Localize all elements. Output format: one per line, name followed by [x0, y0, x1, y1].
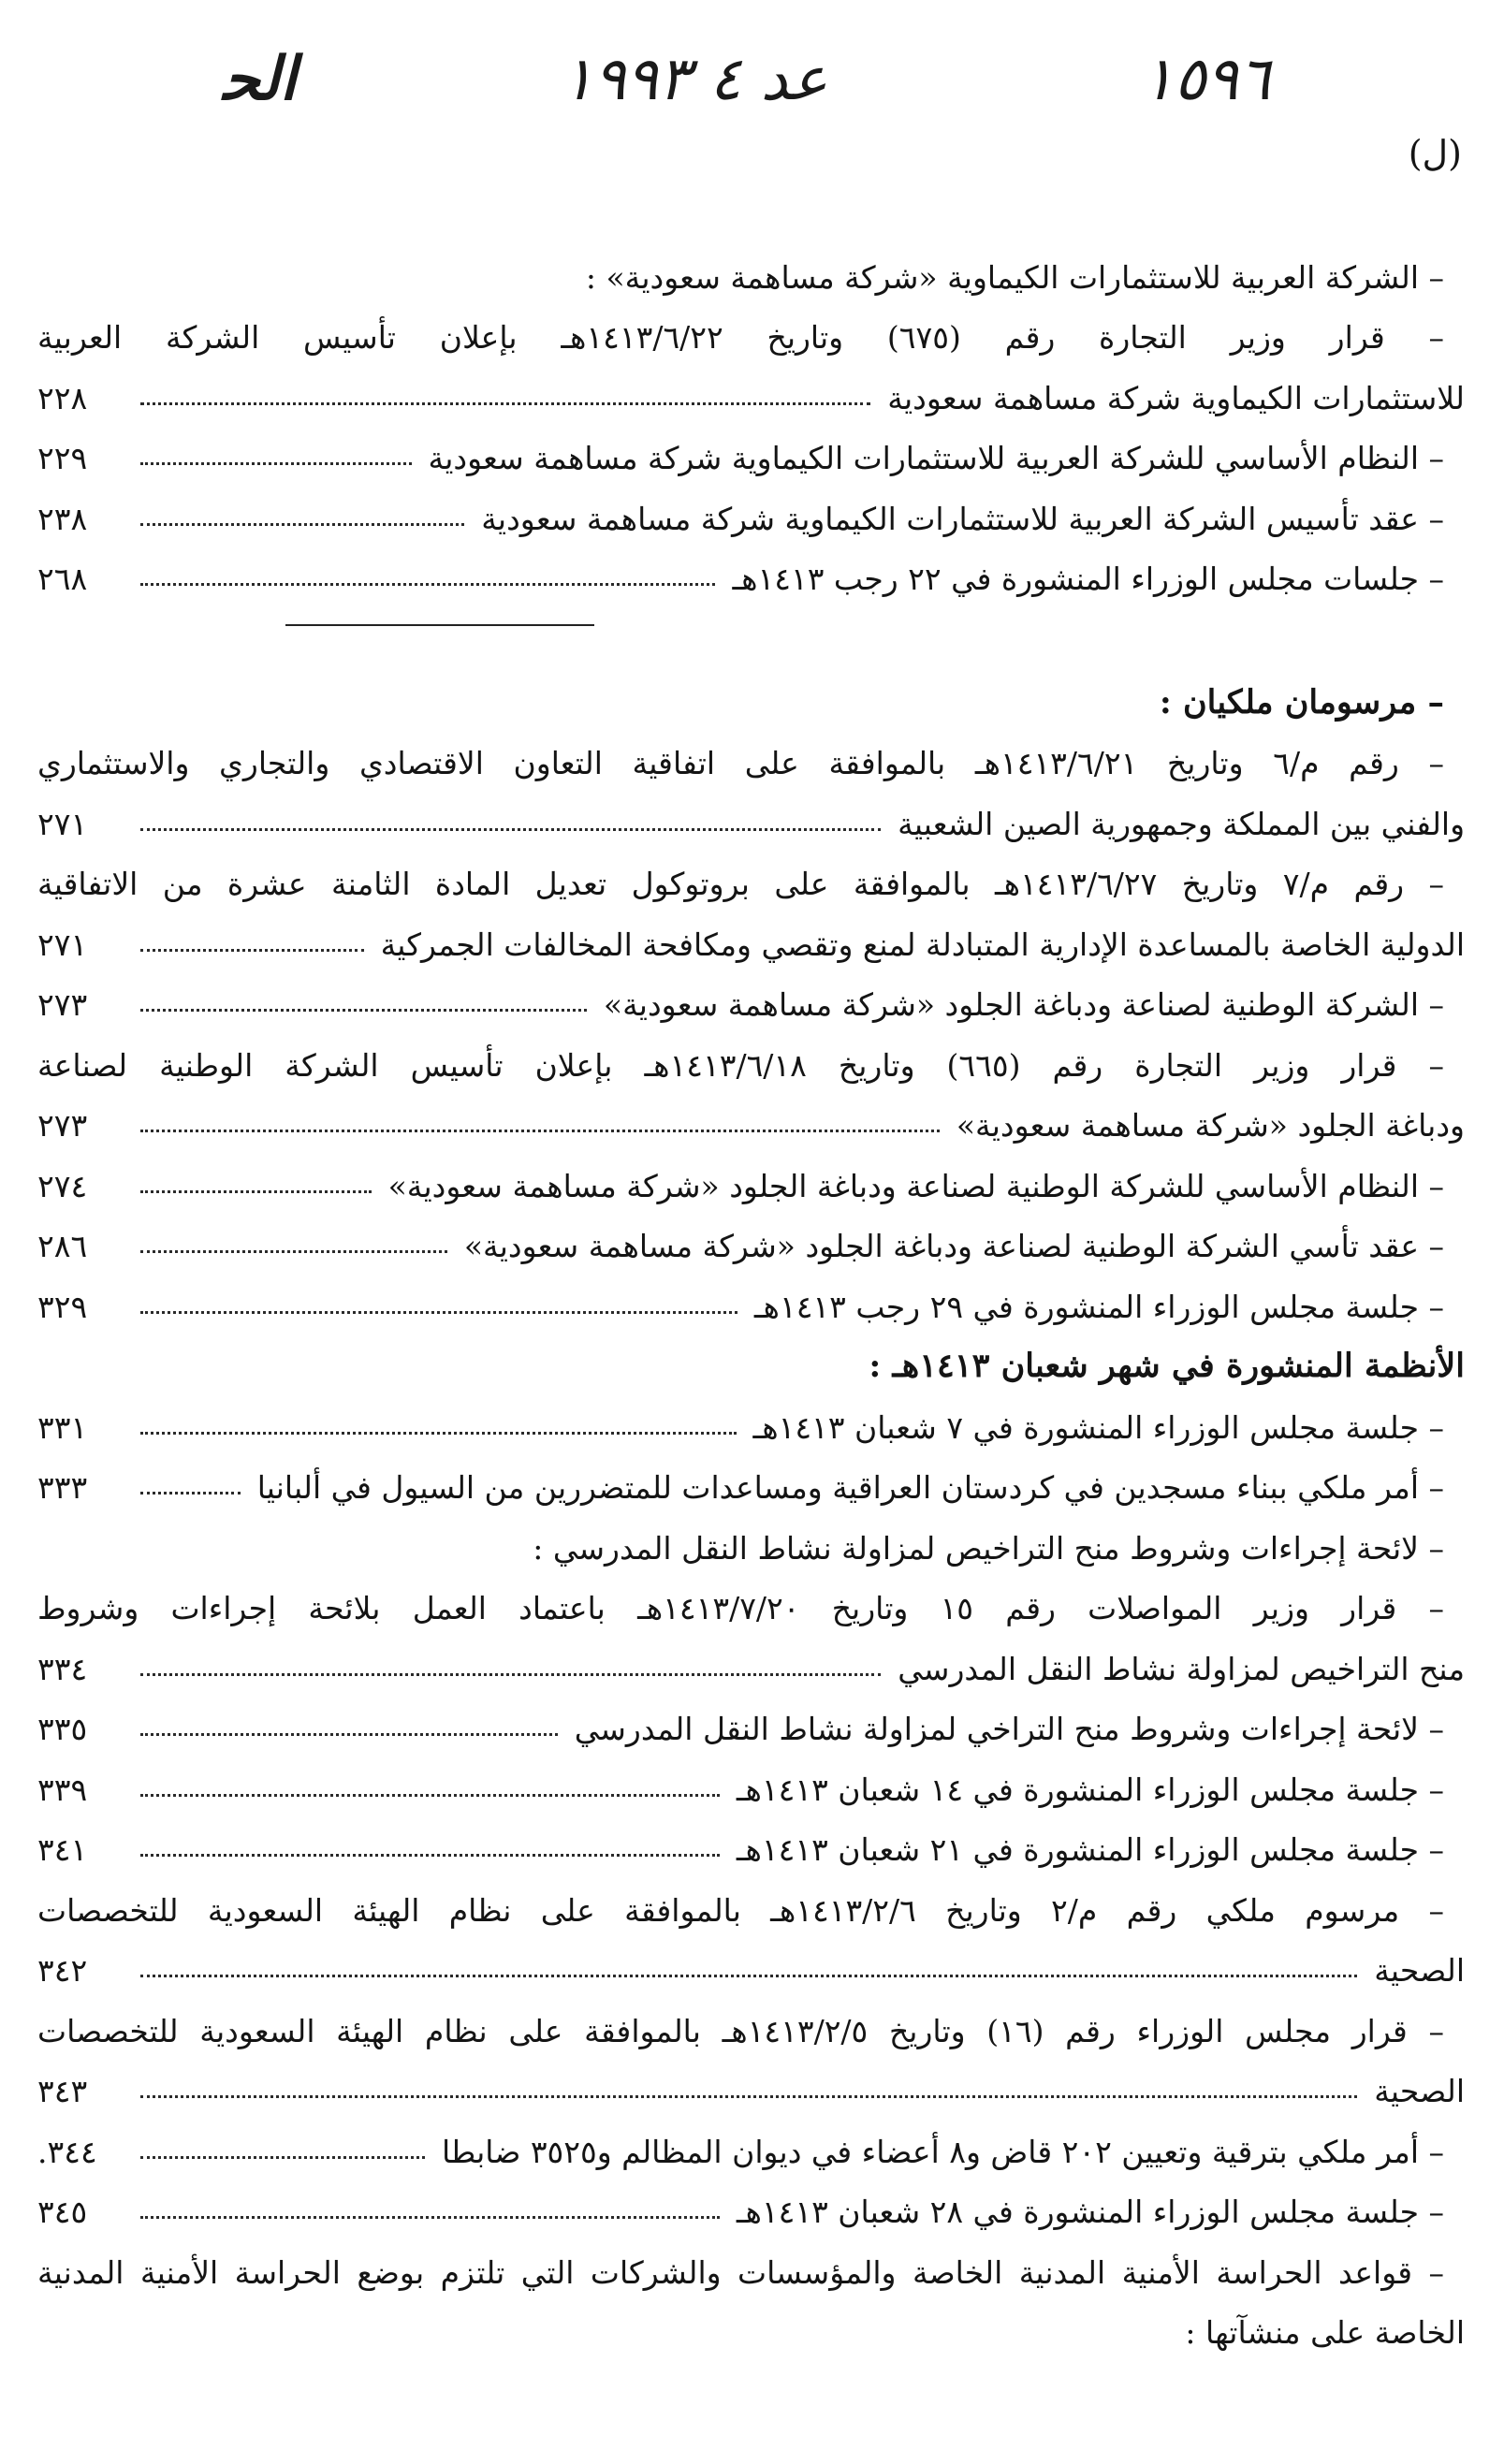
toc-entry: [37, 1081, 1465, 1142]
toc-entry-text: الصحية: [1374, 1952, 1465, 1989]
table-of-contents: [37, 232, 1465, 2351]
dot-leader: [140, 2094, 1357, 2098]
toc-entry: [37, 1020, 1465, 1084]
toc-entry: [37, 1141, 1465, 1202]
toc-entry-text: الدولية الخاصة بالمساعدة الإدارية المتبادلة لمنع وتقصي ومكافحة المخالفات الجمركية: [380, 926, 1465, 963]
toc-entry-text: – قواعد الحراسة الأمنية المدنية الخاصة والمؤسسات والشركات التي تلتزم بوضع الحراسة الأمنية المدنية: [37, 2253, 1444, 2291]
toc-entry-text: – جلسات مجلس الوزراء المنشورة في ٢٢ رجب ١٤١٣هـ: [732, 561, 1444, 597]
toc-entry-text: والفني بين المملكة وجمهورية الصين الشعبية: [898, 805, 1465, 842]
toc-entry: [37, 960, 1465, 1021]
page-number: ٣٣٤: [37, 1650, 88, 1687]
dot-leader: [140, 522, 464, 526]
toc-entry-text: – جلسة مجلس الوزراء المنشورة في ٢٩ رجب ١٤١٣هـ: [753, 1288, 1444, 1325]
dot-leader: [140, 1431, 737, 1435]
dot-leader: [140, 461, 412, 465]
toc-entry: [37, 2107, 1465, 2170]
toc-entry-text: – قرار مجلس الوزراء رقم (١٦) وتاريخ ١٤١٣/٢/٥هـ بالموافقة على نظام الهيئة السعودية للتخصصات: [37, 2012, 1444, 2049]
page-number: ٣٣٣: [37, 1469, 88, 1506]
toc-entry-text: – قرار وزير التجارة رقم (٦٧٥) وتاريخ ١٤١٣/٦/٢٢هـ بإعلان تأسيس الشركة العربية: [37, 319, 1444, 356]
toc-entry-text: – مرسومان ملكيان :: [1159, 682, 1444, 722]
dot-leader: [140, 1793, 720, 1797]
toc-entry-text: – عقد تأسي الشركة الوطنية لصناعة ودباغة الجلود «شركة مساهمة سعودية»: [463, 1228, 1444, 1264]
toc-entry-text: – النظام الأساسي للشركة العربية للاستثمارات الكيماوية شركة مساهمة سعودية: [428, 440, 1444, 476]
page-number: ٢٧٣: [37, 986, 88, 1023]
toc-entry: [37, 1865, 1465, 1929]
dot-leader: [140, 1974, 1357, 1977]
toc-heading: [37, 658, 1465, 722]
toc-entry-text: الخاصة على منشآتها :: [1185, 2314, 1465, 2351]
toc-entry-text: للاستثمارات الكيماوية شركة مساهمة سعودية: [887, 379, 1465, 416]
toc-entry-text: – النظام الأساسي للشركة الوطنية لصناعة ودباغة الجلود «شركة مساهمة سعودية»: [387, 1167, 1444, 1204]
toc-entry: [37, 293, 1465, 354]
toc-entry: [37, 2227, 1465, 2291]
dot-leader: [140, 1732, 558, 1736]
handwritten-note-center: ﻋﺪ ٤ ١٩٩٣: [562, 45, 828, 114]
page-letter: (ل): [1408, 133, 1462, 174]
toc-entry: [37, 719, 1465, 780]
toc-entry: [37, 1261, 1465, 1325]
dot-leader: [140, 401, 870, 405]
toc-entry: [37, 1443, 1465, 1504]
page-number: ٢٨٦: [37, 1228, 88, 1264]
toc-heading: [37, 232, 1465, 296]
toc-entry-text: – جلسة مجلس الوزراء المنشورة في ٧ شعبان ١٤١٣هـ: [752, 1408, 1444, 1446]
toc-entry-text: – لائحة إجراءات وشروط منح التراخيص لمزاولة نشاط النقل المدرسي :: [533, 1529, 1444, 1567]
page-number: ٢٧١: [37, 926, 88, 963]
toc-entry: [37, 839, 1465, 900]
toc-entry: [37, 474, 1465, 537]
toc-entry: [37, 414, 1465, 474]
toc-entry: [37, 779, 1465, 842]
toc-heading: [37, 1503, 1465, 1567]
page-number: ٢٢٩: [37, 440, 88, 476]
toc-entry: [37, 1202, 1465, 1262]
handwritten-note-left: ﺍﻟﺤ: [223, 45, 297, 114]
dot-leader: [140, 2155, 425, 2159]
toc-entry: [37, 1382, 1465, 1446]
toc-entry: [37, 1805, 1465, 1866]
toc-entry-text: – أمر ملكي بترقية وتعيين ٢٠٢ قاض و٨ أعضاء في ديوان المظالم و٣٥٢٥ ضابطا: [441, 2133, 1444, 2170]
page-number: ٣٤٤.: [37, 2133, 97, 2170]
toc-entry-text: – جلسة مجلس الوزراء المنشورة في ٢١ شعبان ١٤١٣هـ: [736, 1831, 1444, 1868]
toc-entry: [37, 1744, 1465, 1808]
toc-entry-text: – الشركة العربية للاستثمارات الكيماوية «شركة مساهمة سعودية» :: [585, 258, 1444, 296]
toc-entry: [37, 1926, 1465, 1987]
toc-entry-text: – قرار وزير التجارة رقم (٦٦٥) وتاريخ ١٤١٣/٦/١٨هـ بإعلان تأسيس الشركة الوطنية لصناعة: [37, 1046, 1444, 1084]
toc-entry-text: – جلسة مجلس الوزراء المنشورة في ٢٨ شعبان ١٤١٣هـ: [736, 2194, 1444, 2230]
dot-leader: [140, 1310, 737, 1314]
toc-entry: [37, 1564, 1465, 1625]
toc-entry-text: ودباغة الجلود «شركة مساهمة سعودية»: [956, 1107, 1465, 1144]
page-number: ٣٤٥: [37, 2194, 88, 2230]
page-number: ٣٣٥: [37, 1711, 88, 1747]
toc-entry: [37, 2047, 1465, 2107]
dot-leader: [140, 1249, 447, 1253]
toc-entry-text: الأنظمة المنشورة في شهر شعبان ١٤١٣هـ :: [869, 1347, 1465, 1385]
toc-entry: [37, 1986, 1465, 2047]
page-number: ٢٣٨: [37, 500, 88, 537]
handwritten-note-right: ١٥٩٦: [1142, 45, 1271, 114]
page-number: ٣٣٩: [37, 1771, 88, 1808]
dot-leader: [140, 1491, 241, 1494]
toc-entry: [37, 1684, 1465, 1745]
dot-leader: [140, 1189, 372, 1193]
toc-entry-text: – قرار وزير المواصلات رقم ١٥ وتاريخ ١٤١٣/٧/٢٠هـ باعتماد العمل بلائحة إجراءات وشروط: [37, 1590, 1445, 1626]
page-number: ٢٢٨: [37, 379, 88, 416]
page-number: ٢٦٨: [37, 561, 88, 597]
toc-entry: [37, 2288, 1465, 2349]
toc-entry: [37, 534, 1465, 595]
dot-leader: [140, 2215, 720, 2219]
dot-leader: [140, 582, 715, 586]
toc-entry-text: – جلسة مجلس الوزراء المنشورة في ١٤ شعبان ١٤١٣هـ: [736, 1771, 1444, 1808]
toc-entry-text: – لائحة إجراءات وشروط منح التراخي لمزاولة نشاط النقل المدرسي: [574, 1711, 1444, 1747]
page-number: ٢٧١: [37, 805, 88, 842]
dot-leader: [140, 827, 881, 831]
page-number: ٢٧٤: [37, 1167, 88, 1204]
toc-entry-text: – الشركة الوطنية لصناعة ودباغة الجلود «شركة مساهمة سعودية»: [603, 986, 1444, 1023]
toc-entry: [37, 899, 1465, 963]
page-number: ٣٣١: [37, 1408, 88, 1446]
toc-entry-text: – مرسوم ملكي رقم م/٢ وتاريخ ١٤١٣/٢/٦هـ بالموافقة على نظام الهيئة السعودية للتخصصات: [37, 1891, 1445, 1929]
page-number: ٣٢٩: [37, 1288, 88, 1325]
toc-entry-text: – عقد تأسيس الشركة العربية للاستثمارات الكيماوية شركة مساهمة سعودية: [481, 500, 1444, 537]
toc-entry: [37, 2167, 1465, 2228]
page-number: ٣٤١: [37, 1831, 88, 1868]
dot-leader: [140, 1672, 881, 1676]
toc-entry-text: منح التراخيص لمزاولة نشاط النقل المدرسي: [898, 1650, 1465, 1687]
dot-leader: [140, 1129, 940, 1132]
toc-entry: [37, 353, 1465, 414]
dot-leader: [140, 1853, 720, 1857]
page-number: ٣٤٣: [37, 2073, 88, 2109]
toc-entry-text: – أمر ملكي ببناء مسجدين في كردستان العراقية ومساعدات للمتضررين من السيول في ألبانيا: [256, 1469, 1444, 1506]
toc-entry-text: الصحية: [1374, 2073, 1465, 2109]
toc-entry-text: – رقم م/٦ وتاريخ ١٤١٣/٦/٢١هـ بالموافقة على اتفاقية التعاون الاقتصادي والتجاري والاستثماري: [37, 745, 1444, 781]
section-heading: [37, 1322, 1465, 1383]
toc-entry-text: – رقم م/٧ وتاريخ ١٤١٣/٦/٢٧هـ بالموافقة على بروتوكول تعديل المادة الثامنة عشرة من الاتفاقية: [37, 866, 1445, 902]
dot-leader: [140, 948, 364, 952]
page-number: ٣٤٢: [37, 1952, 88, 1989]
page-number: ٢٧٣: [37, 1107, 88, 1144]
section-divider: [37, 594, 1465, 658]
toc-entry: [37, 1624, 1465, 1687]
dot-leader: [140, 1008, 587, 1012]
